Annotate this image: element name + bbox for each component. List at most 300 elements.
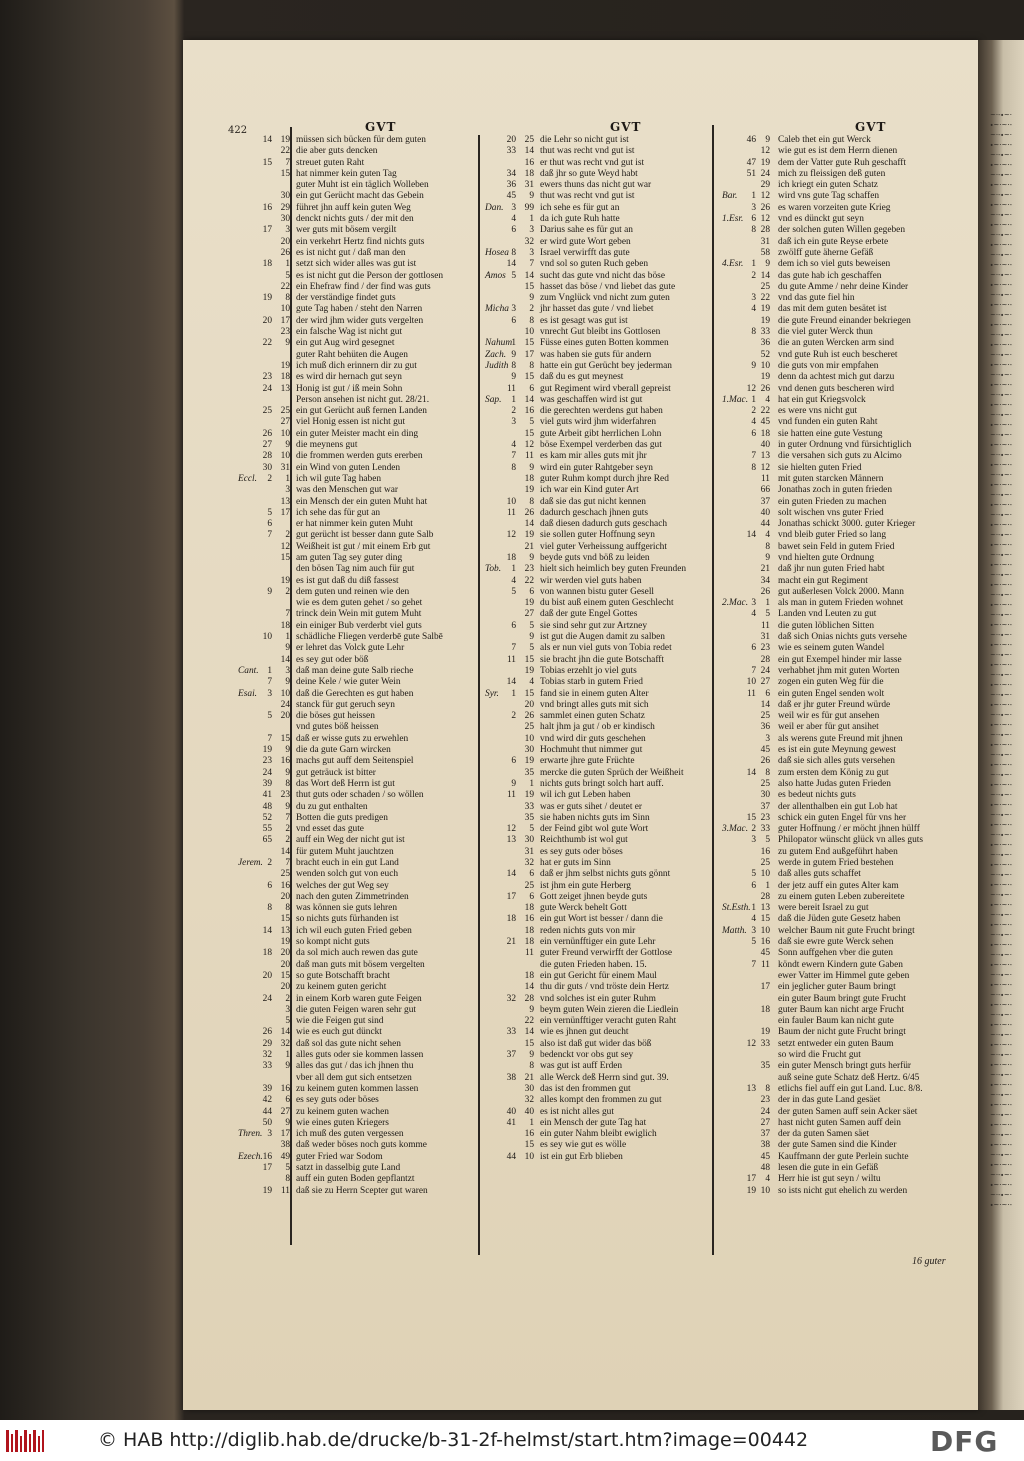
entry-text: du zu gut enthalten: [296, 801, 368, 812]
entry-text: das ist den frommen gut: [540, 1083, 631, 1094]
verse-number: 20: [280, 982, 290, 993]
verse-number: 18: [524, 925, 534, 936]
chapter-number: 14: [506, 677, 516, 688]
bleed-mark: ~·-∙~·: [990, 171, 1012, 179]
verse-number: 66: [760, 485, 770, 496]
bleed-mark: ~·-∙~·: [990, 691, 1012, 699]
chapter-number: 6: [511, 225, 516, 236]
verse-number: 4: [529, 677, 534, 688]
bleed-mark: ∙~·~·-: [990, 821, 1012, 829]
entry-text: die viel guter Werck thun: [778, 327, 873, 338]
entry-text: auff ein Weg der nicht gut ist: [296, 835, 405, 846]
verse-number: 20: [280, 711, 290, 722]
chapter-number: 15: [262, 157, 272, 168]
bleed-mark: ~·-∙~·: [990, 991, 1012, 999]
chapter-number: 4: [751, 914, 756, 925]
entry-text: ein Ehefraw find / der find was guts: [296, 281, 431, 292]
entry-text: reden nichts guts von mir: [540, 925, 636, 936]
bleed-mark: ~·-∙~·: [990, 131, 1012, 139]
verse-number: 15: [524, 428, 534, 439]
entry-text: die meynens gut: [296, 440, 358, 451]
entry-text: Person ansehen ist nicht gut. 28/21.: [296, 394, 430, 405]
chapter-number: 33: [262, 1061, 272, 1072]
verse-number: 7: [285, 812, 290, 823]
entry-text: ich kriegt ein guten Schatz: [778, 180, 878, 191]
verse-number: 19: [760, 1027, 770, 1038]
entry-text: ein jeglicher guter Baum bringt: [778, 982, 896, 993]
bleed-mark: ~·-∙~·: [990, 231, 1012, 239]
verse-number: 26: [524, 507, 534, 518]
bleed-mark: ∙~·~·-: [990, 921, 1012, 929]
verse-number: 1: [529, 1117, 534, 1128]
entry-text: alles das gut / das ich jhnen thu: [296, 1061, 414, 1072]
entry-text: in einem Korb waren gute Feigen: [296, 993, 422, 1004]
bleed-mark: ∙~·~·-: [990, 581, 1012, 589]
entry-text: du bist auß einem guten Geschlecht: [540, 598, 674, 609]
verse-number: 6: [529, 891, 534, 902]
entry-text: nichts guts bringt solch hart auff.: [540, 778, 664, 789]
verse-number: 33: [760, 1038, 770, 1049]
verse-number: 25: [524, 722, 534, 733]
entry-text: daß alles guts schaffet: [778, 869, 861, 880]
entry-text: Jonathas zoch in guten frieden: [778, 485, 893, 496]
chapter-number: 11: [506, 507, 516, 518]
chapter-number: 3: [751, 598, 756, 609]
verse-number: 19: [760, 304, 770, 315]
entry-text: sie bracht jhn die gute Botschafft: [540, 654, 665, 665]
entry-text: streuet guten Raht: [296, 157, 365, 168]
verse-number: 17: [280, 507, 290, 518]
chapter-number: 39: [262, 778, 272, 789]
verse-number: 27: [760, 677, 770, 688]
entry-text: wenden solch gut von euch: [296, 869, 399, 880]
chapter-number: 45: [506, 191, 516, 202]
bleed-mark: ~·-∙~·: [990, 111, 1012, 119]
chapter-number: 19: [746, 1185, 756, 1196]
entry-text: jhr hasset das gute / vnd liebet: [540, 304, 654, 315]
bleed-mark: ~·-∙~·: [990, 851, 1012, 859]
verse-number: 12: [760, 146, 770, 157]
column-header-1: GVT: [365, 120, 397, 134]
entry-text: nach den guten Zimmetrinden: [296, 891, 409, 902]
copyright-url[interactable]: © HAB http://diglib.hab.de/drucke/b-31-2f-helmst/start.htm?image=00442: [98, 1429, 809, 1451]
verse-number: 20: [524, 699, 534, 710]
verse-number: 40: [760, 440, 770, 451]
verse-number: 26: [280, 247, 290, 258]
chapter-number: 41: [262, 790, 272, 801]
entry-text: beyde guts vnd böß zu leiden: [540, 552, 650, 563]
entry-text: wie es jhnen gut deucht: [540, 1027, 629, 1038]
entry-text: der da guten Samen säet: [778, 1129, 870, 1140]
verse-number: 30: [280, 214, 290, 225]
chapter-number: 8: [751, 462, 756, 473]
bleed-mark: ~·-∙~·: [990, 811, 1012, 819]
entry-text: so nichts guts fürhanden ist: [296, 914, 399, 925]
verse-number: 45: [760, 1151, 770, 1162]
bleed-mark: ∙~·~·-: [990, 841, 1012, 849]
entry-text: bawet sein Feld in gutem Fried: [778, 541, 895, 552]
entry-text: vnd bleib guter Fried so lang: [778, 530, 887, 541]
entry-text: gut geträuck ist bitter: [296, 767, 376, 778]
verse-number: 23: [760, 1095, 770, 1106]
verse-number: 22: [760, 293, 770, 304]
verse-number: 11: [280, 1185, 290, 1196]
chapter-number: 1: [511, 688, 516, 699]
entry-text: auff ein guten Boden gepflantzt: [296, 1174, 415, 1185]
verse-number: 11: [760, 959, 770, 970]
bleed-mark: ∙~·~·-: [990, 721, 1012, 729]
entry-text: thut was recht vnd gut ist: [540, 191, 635, 202]
chapter-number: 6: [511, 620, 516, 631]
verse-number: 35: [524, 767, 534, 778]
entry-text: ein Mensch der gute Tag hat: [540, 1117, 647, 1128]
chapter-number: 14: [506, 869, 516, 880]
verse-number: 32: [524, 1095, 534, 1106]
entry-text: ist jhm ein gute Herberg: [540, 880, 631, 891]
verse-number: 14: [524, 519, 534, 530]
entry-text: zogen ein guten Weg für die: [778, 677, 884, 688]
verse-number: 1: [285, 259, 290, 270]
entry-text: es sey wie gut es wölle: [540, 1140, 627, 1151]
column-header-3: GVT: [855, 120, 887, 134]
entry-text: die guten löblichen Sitten: [778, 620, 875, 631]
verse-number: 16: [524, 406, 534, 417]
book-abbrev: Jerem.: [238, 858, 263, 868]
bleed-mark: ∙~·~·-: [990, 281, 1012, 289]
entry-text: Botten die guts predigen: [296, 812, 388, 823]
entry-text: Landen vnd Leuten zu gut: [778, 609, 877, 620]
entry-text: dem der Vatter gute Ruh geschafft: [778, 157, 906, 168]
bleed-mark: ~·-∙~·: [990, 331, 1012, 339]
entry-text: böse Exempel verderben das gut: [540, 440, 662, 451]
entry-text: wie gut es ist dem Herrn dienen: [778, 146, 898, 157]
verse-number: 10: [280, 428, 290, 439]
verse-number: 22: [524, 1016, 534, 1027]
verse-number: 19: [760, 315, 770, 326]
bleed-mark: ~·-∙~·: [990, 671, 1012, 679]
bleed-mark: ∙~·~·-: [990, 741, 1012, 749]
verse-number: 99: [524, 202, 534, 213]
chapter-number: 23: [262, 756, 272, 767]
verse-number: 25: [280, 869, 290, 880]
verse-number: 8: [765, 541, 770, 552]
entry-text: setzt entweder ein guten Baum: [778, 1038, 894, 1049]
chapter-number: 1: [511, 564, 516, 575]
verse-number: 35: [760, 1061, 770, 1072]
entry-text: denn da achtest mich gut darzu: [778, 372, 895, 383]
chapter-number: 16: [262, 202, 272, 213]
chapter-number: 17: [506, 891, 516, 902]
entry-text: Honig ist gut / iß mein Sohn: [296, 383, 403, 394]
entry-text: daß diesen dadurch guts geschach: [540, 519, 668, 530]
verse-number: 3: [529, 225, 534, 236]
entry-text: das mit dem guten besätet ist: [778, 304, 887, 315]
verse-number: 9: [529, 1004, 534, 1015]
bleed-mark: ∙~·~·-: [990, 641, 1012, 649]
verse-number: 5: [529, 643, 534, 654]
chapter-number: 3: [751, 202, 756, 213]
bleed-mark: ~·-∙~·: [990, 631, 1012, 639]
entry-text: ein falsche Wag ist nicht gut: [296, 327, 403, 338]
verse-number: 34: [760, 575, 770, 586]
entry-text: zwölff gute äherne Gefäß: [778, 247, 874, 258]
entry-text: ich muß des guten vergessen: [296, 1129, 404, 1140]
bleed-mark: ~·-∙~·: [990, 311, 1012, 319]
entry-text: satzt in dasselbig gute Land: [296, 1163, 401, 1174]
entry-text: ein gut Aug wird gesegnet: [296, 338, 395, 349]
bleed-mark: ∙~·~·-: [990, 301, 1012, 309]
chapter-number: 13: [506, 835, 516, 846]
verse-number: 33: [760, 824, 770, 835]
chapter-number: 33: [506, 146, 516, 157]
chapter-number: 42: [262, 1095, 272, 1106]
bleed-mark: ∙~·~·-: [990, 221, 1012, 229]
entry-text: das gute hab ich geschaffen: [778, 270, 882, 281]
verse-number: 15: [524, 654, 534, 665]
verse-number: 24: [280, 699, 290, 710]
entry-text: ist ein gut Erb blieben: [540, 1151, 623, 1162]
verse-number: 19: [280, 360, 290, 371]
verse-number: 26: [760, 756, 770, 767]
entry-text: die da gute Garn wircken: [296, 745, 391, 756]
verse-number: 5: [529, 417, 534, 428]
bleed-mark: ∙~·~·-: [990, 261, 1012, 269]
entry-text: trinck dein Wein mit gutem Muht: [296, 609, 422, 620]
bleed-mark: ∙~·~·-: [990, 201, 1012, 209]
verse-number: 6: [529, 586, 534, 597]
entry-text: daß er wisse guts zu erwehlen: [296, 733, 409, 744]
bleed-mark: ∙~·~·-: [990, 1201, 1012, 1209]
bleed-mark: ~·-∙~·: [990, 571, 1012, 579]
entry-text: wird ein guter Rahtgeber seyn: [540, 462, 653, 473]
bleed-mark: ~·-∙~·: [990, 391, 1012, 399]
verse-number: 1: [529, 214, 534, 225]
book-abbrev: Thren.: [238, 1129, 263, 1140]
verse-number: 29: [280, 202, 290, 213]
verse-number: 28: [524, 993, 534, 1004]
verse-number: 9: [285, 643, 290, 654]
verse-number: 19: [524, 530, 534, 541]
bleed-mark: ~·-∙~·: [990, 1151, 1012, 1159]
column-rule-2: [712, 125, 714, 1255]
bleed-mark: ~·-∙~·: [990, 411, 1012, 419]
entry-text: macht ein gut Regiment: [778, 575, 868, 586]
verse-number: 9: [529, 191, 534, 202]
bleed-mark: ~·-∙~·: [990, 611, 1012, 619]
entry-text: weil er aber für gut ansihet: [778, 722, 879, 733]
entry-text: Tobias erzehlt jo viel guts: [540, 665, 637, 676]
bleed-mark: ∙~·~·-: [990, 121, 1012, 129]
bleed-mark: ∙~·~·-: [990, 861, 1012, 869]
entry-text: ein Mensch der ein guten Muht hat: [296, 496, 428, 507]
book-abbrev: St.Esth.: [722, 903, 751, 914]
bleed-mark: ∙~·~·-: [990, 541, 1012, 549]
bleed-mark: ∙~·~·-: [990, 601, 1012, 609]
verse-number: 15: [524, 338, 534, 349]
entry-text: vnd gute Ruh ist euch bescheret: [778, 349, 898, 360]
verse-number: 19: [524, 665, 534, 676]
chapter-number: 26: [262, 428, 272, 439]
verse-number: 23: [760, 812, 770, 823]
verse-number: 17: [760, 982, 770, 993]
verse-number: 26: [760, 202, 770, 213]
viewer-footer: [0, 1420, 1024, 1461]
entry-text: der verständige findet guts: [296, 293, 396, 304]
verse-number: 33: [524, 801, 534, 812]
verse-number: 9: [765, 259, 770, 270]
entry-text: deine Kele / wie guter Wein: [296, 677, 401, 688]
bleed-mark: ~·-∙~·: [990, 291, 1012, 299]
chapter-number: 19: [262, 745, 272, 756]
book-abbrev: Hosea: [485, 247, 509, 258]
bleed-mark: ∙~·~·-: [990, 521, 1012, 529]
chapter-number: 6: [751, 880, 756, 891]
chapter-number: 25: [262, 406, 272, 417]
verse-number: 14: [280, 654, 290, 665]
bleed-mark: ∙~·~·-: [990, 241, 1012, 249]
verse-number: 5: [765, 835, 770, 846]
entry-text: der wird jhm wider guts vergelten: [296, 315, 424, 326]
bleed-mark: ∙~·~·-: [990, 941, 1012, 949]
verse-number: 10: [524, 327, 534, 338]
entry-text: daß sich Onias nichts guts versehe: [778, 632, 907, 643]
entry-text: sie sollen guter Hoffnung seyn: [540, 530, 655, 541]
bleed-mark: ~·-∙~·: [990, 431, 1012, 439]
entry-text: da sol mich auch rewen das gute: [296, 948, 418, 959]
bleed-mark: ~·-∙~·: [990, 1111, 1012, 1119]
chapter-number: 6: [511, 756, 516, 767]
entry-text: alles kompt den frommen zu gut: [540, 1095, 662, 1106]
verse-number: 10: [524, 733, 534, 744]
verse-number: 21: [524, 1072, 534, 1083]
entry-text: gut Regiment wird vberall gepreist: [540, 383, 671, 394]
chapter-number: 24: [262, 993, 272, 1004]
verse-number: 2: [285, 824, 290, 835]
chapter-number: 18: [262, 948, 272, 959]
verse-number: 16: [280, 756, 290, 767]
verse-number: 18: [524, 168, 534, 179]
chapter-number: 2: [751, 270, 756, 281]
chapter-number: 34: [506, 168, 516, 179]
entry-text: so ists nicht gut ehelich zu werden: [778, 1185, 908, 1196]
entry-text: hasset das böse / vnd liebet das gute: [540, 281, 676, 292]
chapter-number: 19: [262, 1185, 272, 1196]
verse-number: 4: [765, 1174, 770, 1185]
verse-number: 7: [285, 609, 290, 620]
verse-number: 6: [529, 869, 534, 880]
chapter-number: 6: [751, 214, 756, 225]
verse-number: 15: [524, 1038, 534, 1049]
chapter-number: 11: [506, 383, 516, 394]
chapter-number: 47: [746, 157, 756, 168]
bleed-mark: ~·-∙~·: [990, 271, 1012, 279]
entry-text: es kam mir alles guts mit jhr: [540, 451, 647, 462]
verse-number: 23: [524, 564, 534, 575]
verse-number: 19: [524, 756, 534, 767]
entry-text: daß ich ein gute Reyse erbete: [778, 236, 889, 247]
verse-number: 15: [524, 1140, 534, 1151]
verse-number: 3: [765, 733, 770, 744]
entry-text: es ist nicht gut die Person der gottlosen: [296, 270, 444, 281]
chapter-number: 41: [506, 1117, 516, 1128]
book-abbrev: Micha: [485, 304, 509, 315]
entry-text: also hatte Judas guten Frieden: [778, 778, 891, 789]
entry-text: es sey guts oder böses: [540, 846, 623, 857]
chapter-number: 13: [746, 1083, 756, 1094]
chapter-number: 12: [746, 1038, 756, 1049]
verse-number: 3: [285, 485, 290, 496]
entry-text: hat er guts im Sinn: [540, 858, 611, 868]
verse-number: 14: [524, 982, 534, 993]
chapter-number: 18: [262, 259, 272, 270]
chapter-number: 2: [267, 473, 272, 484]
chapter-number: 5: [751, 937, 756, 948]
entry-text: mercke die guten Sprüch der Weißheit: [540, 767, 684, 778]
entry-text: solt wischen vns guter Fried: [778, 507, 884, 518]
verse-number: 16: [280, 880, 290, 891]
bleed-mark: ∙~·~·-: [990, 761, 1012, 769]
chapter-number: 7: [751, 959, 756, 970]
bleed-mark: ~·-∙~·: [990, 1031, 1012, 1039]
book-abbrev: Judith: [485, 360, 509, 371]
chapter-number: 6: [751, 643, 756, 654]
verse-number: 19: [524, 598, 534, 609]
entry-text: den bösen Tag nim auch für gut: [296, 564, 415, 575]
bleed-mark: ∙~·~·-: [990, 881, 1012, 889]
verse-number: 8: [285, 293, 290, 304]
entry-text: die guts von mir empfahen: [778, 360, 879, 371]
verse-number: 9: [529, 1050, 534, 1061]
entry-text: wie es dem guten gehet / so gehet: [296, 598, 423, 609]
verse-number: 23: [280, 327, 290, 338]
chapter-number: 7: [267, 733, 272, 744]
hab-logo-icon: [6, 1428, 44, 1454]
verse-number: 14: [524, 394, 534, 405]
verse-number: 19: [280, 575, 290, 586]
verse-number: 32: [524, 858, 534, 868]
verse-number: 1: [765, 880, 770, 891]
entry-text: er wird gute Wort geben: [540, 236, 631, 247]
entry-text: der jetz auff ein gutes Alter kam: [778, 880, 899, 891]
verse-number: 5: [529, 824, 534, 835]
entry-text: daß weder böses noch guts komme: [296, 1140, 427, 1151]
entry-text: es ist nicht gut / daß man den: [296, 247, 406, 258]
entry-text: der solchen guten Willen gegeben: [778, 225, 906, 236]
bleed-mark: ∙~·~·-: [990, 181, 1012, 189]
verse-number: 18: [760, 428, 770, 439]
entry-text: da ich gute Ruh hatte: [540, 214, 620, 225]
chapter-number: 7: [511, 451, 516, 462]
column-header-2: GVT: [610, 120, 642, 134]
entry-text: sie haben nichts guts im Sinn: [540, 812, 650, 823]
chapter-number: 10: [746, 677, 756, 688]
verse-number: 17: [280, 1129, 290, 1140]
verse-number: 5: [285, 1016, 290, 1027]
entry-text: dem guten und reinen wie den: [296, 586, 410, 597]
verse-number: 20: [280, 959, 290, 970]
bleed-mark: ~·-∙~·: [990, 871, 1012, 879]
verse-number: 15: [524, 281, 534, 292]
verse-number: 49: [280, 1151, 290, 1162]
entry-text: ich sehe es für gut an: [540, 202, 620, 213]
entry-text: guter Fried war Sodom: [296, 1151, 383, 1162]
entry-text: was haben sie guts für andern: [540, 349, 652, 360]
verse-number: 1: [285, 632, 290, 643]
chapter-number: 9: [511, 372, 516, 383]
entry-text: köndt ewern Kindern gute Gaben: [778, 959, 903, 970]
entry-text: es were vns nicht gut: [778, 406, 858, 417]
verse-number: 19: [524, 790, 534, 801]
